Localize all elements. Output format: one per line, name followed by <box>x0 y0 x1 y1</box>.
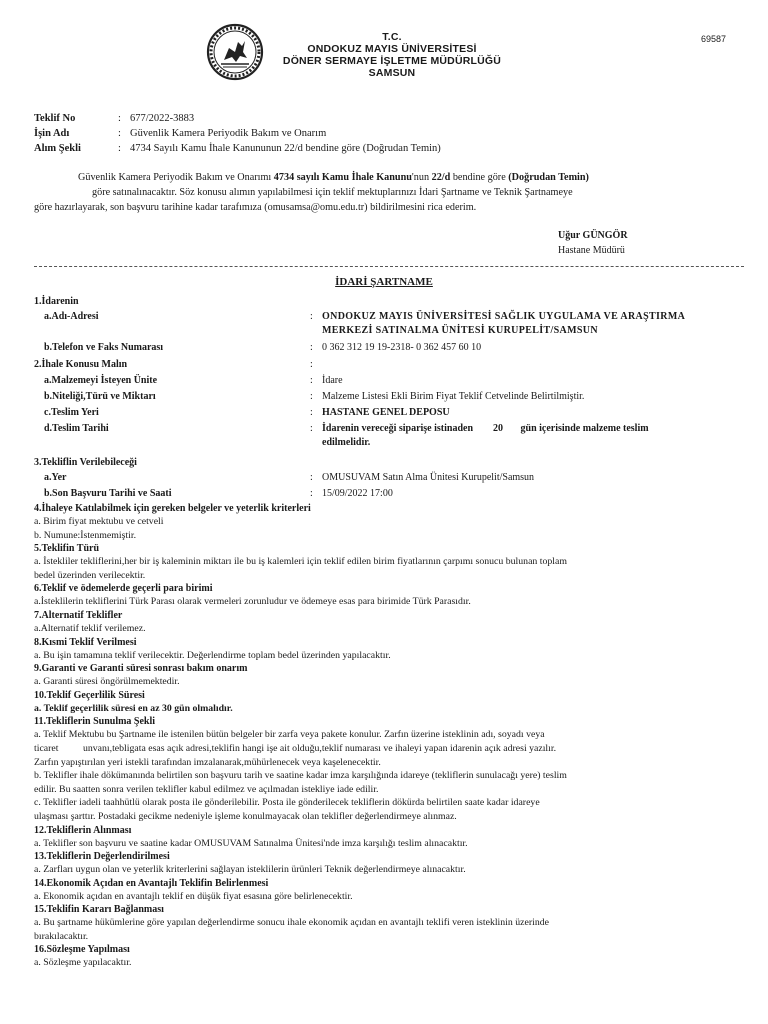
section-15 <box>34 903 748 943</box>
section-13 <box>34 850 748 877</box>
divider-dashed <box>34 266 744 267</box>
section-6 <box>34 582 748 609</box>
meta-row-isin-adi: İşin Adı : Güvenlik Kamera Periyodik Bakım ve Onarım <box>34 128 327 139</box>
section-14 <box>34 877 748 904</box>
section-line: ticaret unvanı,tebligata esas açık adresi,teklifin hangi işe ait olduğu,teklif numarası ve ihaleyi yapan idarenin açık adresi yazılır. <box>34 742 557 754</box>
section-teklif-yer-heading: 3.Tekliflin Verilebileceği <box>34 457 137 468</box>
section-line: a. Sözleşme yapılacaktır. <box>34 957 132 969</box>
ihale-row-b: b.Niteliği,Türü ve Miktarı : Malzeme Listesi Ekli Birim Fiyat Teklif Cetvelinde Belirtilmiştir. <box>44 391 585 402</box>
signature-name: Uğur GÜNGÖR <box>558 230 628 241</box>
header-line-directorate: DÖNER SERMAYE İŞLETME MÜDÜRLÜĞÜ <box>282 55 502 67</box>
document-number: 69587 <box>700 34 726 44</box>
section-line: bedel üzerinden verilecektir. <box>34 569 146 581</box>
ihale-row-c: c.Teslim Yeri : HASTANE GENEL DEPOSU <box>44 407 450 418</box>
meta-value: 677/2022-3883 <box>130 113 195 124</box>
section-12 <box>34 824 748 851</box>
section-title: 14.Ekonomik Açıdan en Avantajlı Teklifin Belirlenmesi <box>34 877 269 889</box>
section-line: a.Alternatif teklif verilemez. <box>34 622 146 634</box>
section-title: 8.Kısmi Teklif Verilmesi <box>34 636 137 648</box>
meta-value: Güvenlik Kamera Periyodik Bakım ve Onarım <box>130 128 327 139</box>
section-5 <box>34 542 748 582</box>
section-9 <box>34 662 748 689</box>
meta-row-alim-sekli: Alım Şekli : 4734 Sayılı Kamu İhale Kanununun 22/d bendine göre (Doğrudan Temin) <box>34 143 441 154</box>
section-line: a. Teklif Mektubu bu Şartname ile istenilen bütün belgeler bir zarfa veya pakete konulur. Zarfın üzerine isteklinin adı, soyadı veya <box>34 729 545 741</box>
university-logo <box>205 22 265 82</box>
section-title: 13.Tekliflerin Değerlendirilmesi <box>34 851 170 863</box>
meta-key: Teklif No <box>34 113 76 124</box>
ihale-row-d: d.Teslim Tarihi : İdarenin vereceği siparişe istinaden 20 gün içerisinde malzeme teslim edilmelidir. <box>44 423 649 448</box>
section-4 <box>34 502 748 542</box>
section-line: a. Bu şartname hükümlerine göre yapılan değerlendirme sonucu ihale ekonomik açıdan en avantajlı teklifi veren isteklinin üzerinde <box>34 917 549 929</box>
header-line-university: ONDOKUZ MAYIS ÜNİVERSİTESİ <box>307 43 477 55</box>
section-line: a. Bu işin tamamına teklif verilecektir. Değerlendirme toplam bedel üzerinden yapılacaktır. <box>34 649 391 661</box>
section-11 <box>34 715 748 823</box>
section-line: a. Teklif geçerlilik süresi en az 30 gün olmalıdır. <box>34 702 233 714</box>
section-line: a. Garanti süresi öngörülmemektedir. <box>34 676 180 688</box>
section-line: c. Teklifler iadeli taahhütlü olarak posta ile gönderilebilir. Posta ile gönderilecek tekliflerin dökürda belirtilen saate kadar idareye <box>34 797 540 809</box>
section-title: 6.Teklif ve ödemelerde geçerli para birimi <box>34 583 213 595</box>
section-title: 16.Sözleşme Yapılması <box>34 944 130 956</box>
header-line-tc: T.C. <box>382 31 402 43</box>
ihale-row-a: a.Malzemeyi İsteyen Ünite : İdare <box>44 375 343 386</box>
intro-line-2: göre satınalınacaktır. Söz konusu alımın yapılabilmesi için teklif mektuplarınızı İdari Şartname ve Teknik Şartnameye <box>92 187 573 198</box>
meta-row-teklif-no: Teklif No : 677/2022-3883 <box>34 113 195 124</box>
section-line: edilir. Bu saatten sonra verilen teklifler kabul edilmez ve açılmadan istekliye iade edilir. <box>34 783 379 795</box>
section-title: 5.Teklifin Türü <box>34 543 100 555</box>
section-title: 12.Tekliflerin Alınması <box>34 824 132 836</box>
teklif-yer-row-a: a.Yer : OMUSUVAM Satın Alma Ünitesi Kurupelit/Samsun <box>44 472 535 483</box>
section-line: b. Teklifler ihale dökümanında belirtilen son başvuru tarih ve saatine kadar imza karşılığında idareye (tekliflerin sunulacağı yere) teslim <box>34 770 567 782</box>
header-line-city: SAMSUN <box>368 67 416 79</box>
meta-value: 4734 Sayılı Kamu İhale Kanununun 22/d bendine göre (Doğrudan Temin) <box>130 143 441 154</box>
section-8 <box>34 636 748 663</box>
section-line: a. Teklifler son başvuru ve saatine kadar OMUSUVAM Satınalma Ünitesi'nde imza karşılığı teslim alınacaktır. <box>34 837 468 849</box>
idare-address-row: a.Adı-Adresi : ONDOKUZ MAYIS ÜNİVERSİTESİ SAĞLIK UYGULAMA VE ARAŞTIRMA MERKEZİ SATINALMA ÜNİTESİ KURUPELİT/SAMSUN <box>44 311 686 336</box>
section-line: b. Numune:İstenmemiştir. <box>34 529 137 541</box>
section-7 <box>34 609 748 636</box>
sections-container <box>34 502 748 970</box>
section-line: bırakılacaktır. <box>34 930 89 942</box>
idare-phone-row: b.Telefon ve Faks Numarası : 0 362 312 19 19-2318- 0 362 457 60 10 <box>44 342 482 353</box>
section-idare-heading: 1.İdarenin <box>34 296 79 307</box>
section-title: 15.Teklifin Kararı Bağlanması <box>34 904 164 916</box>
section-title: 10.Teklif Geçerlilik Süresi <box>34 689 145 701</box>
section-line: a. Birim fiyat mektubu ve cetveli <box>34 516 164 527</box>
intro-line-3: göre hazırlayarak, son başvuru tarihine kadar tarafımıza (omusamsa@omu.edu.tr) bildirilmesini rica ederim. <box>34 202 477 213</box>
section-ihale-heading: 2.İhale Konusu Malın : <box>34 359 313 370</box>
meta-key: Alım Şekli <box>34 143 81 154</box>
section-line: Zarfın yapıştırılan yeri istekli tarafından imzalanarak,mühürlenecek veya kaşelenecektir. <box>34 756 381 768</box>
section-title: 9.Garanti ve Garanti süresi sonrası bakım onarım <box>34 663 248 675</box>
section-16 <box>34 943 748 970</box>
teklif-yer-row-b: b.Son Başvuru Tarihi ve Saati : 15/09/2022 17:00 <box>44 488 393 499</box>
signature-title: Hastane Müdürü <box>558 245 625 256</box>
section-title: 11.Tekliflerin Sunulma Şekli <box>34 716 156 728</box>
section-line: ulaşması şarttır. Postadaki gecikme nedeniyle işleme konulmayacak olan teklifler değerlendirmeye alınmaz. <box>34 810 457 822</box>
section-title: 7.Alternatif Teklifler <box>34 609 123 621</box>
section-line: a.İsteklilerin tekliflerini Türk Parası olarak vermeleri zorunludur ve ödemeye esas para birimide Türk Parasıdır. <box>34 596 471 608</box>
section-line: a. Zarfları uygun olan ve yeterlik kriterlerini sağlayan isteklilerin ürünleri Teknik değerlendirmeye alınacaktır. <box>34 864 466 876</box>
section-10 <box>34 689 748 716</box>
section-title: 4.İhaleye Katılabilmek için gereken belgeler ve yeterlik kriterleri <box>34 503 311 514</box>
intro-line-1: Güvenlik Kamera Periyodik Bakım ve Onarımı 4734 sayılı Kamu İhale Kanunu'nun 22/d bendine göre (Doğrudan Temin) <box>78 172 589 183</box>
section-line: a. Ekonomik açıdan en avantajlı teklif en düşük fiyat esasına göre belirlenecektir. <box>34 890 353 902</box>
spec-title: İDARİ ŞARTNAME <box>335 276 433 288</box>
meta-key: İşin Adı <box>34 128 70 139</box>
section-line: a. İstekliler tekliflerini,her bir iş kaleminin miktarı ile bu iş kalemleri için teklif edilen birim fiyatlarının çarpımı sonucu bulunan toplam <box>34 556 567 568</box>
